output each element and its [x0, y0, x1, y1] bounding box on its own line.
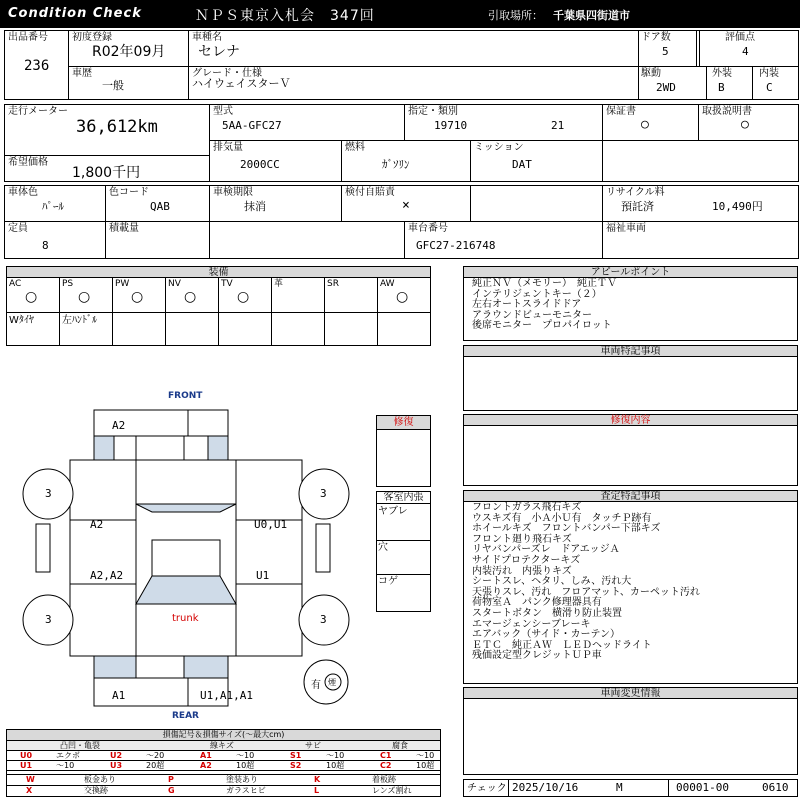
chassis-label: 車台番号	[408, 223, 448, 234]
legend-other-desc: 交換跡	[84, 786, 108, 795]
right-front-mark: U0,U1	[254, 518, 288, 531]
cabin-title: 客室内張	[377, 492, 430, 504]
car-name-value: セレナ	[198, 44, 240, 60]
pickup-place: 千葉県四街道市	[553, 9, 630, 22]
mileage-label: 走行メーター	[8, 106, 68, 117]
model-value: 5AA-GFC27	[222, 119, 282, 132]
manual-value: ○	[741, 117, 749, 132]
legend-other-desc: 塗装あり	[226, 775, 258, 784]
equipment-mark-pw: ○	[131, 289, 144, 305]
equipment-wtire: Wﾀｲﾔ	[9, 315, 34, 326]
legend-code-desc: 20超	[146, 761, 165, 770]
note-line: フロント廻り飛石キズ	[472, 533, 572, 545]
capacity-label: 定員	[8, 223, 28, 234]
chassis-value: GFC27-216748	[416, 239, 496, 252]
front-bumper-mark: A2	[112, 419, 126, 432]
legend-code-desc: 〜10	[326, 751, 345, 760]
note-line: ＥＴＣ 純正ＡＷ ＬＥＤヘッドライト	[472, 639, 652, 651]
legend-other-desc: 着板跡	[372, 775, 396, 784]
legend-other-code: L	[314, 786, 320, 795]
history-value: 一般	[102, 79, 124, 92]
rear-right-mark: U1,A1,A1	[200, 689, 253, 702]
doors-value: 5	[662, 45, 669, 58]
cabin-burn: コゲ	[378, 576, 398, 587]
tire-front-right: 3	[320, 487, 327, 500]
recycle-status: 預託済	[621, 200, 654, 213]
equipment-mark-nv: ○	[184, 289, 197, 305]
legend-code-desc: エクボ	[56, 751, 80, 760]
cabin-hole: 穴	[378, 542, 388, 553]
interior-label: 内装	[759, 68, 779, 79]
auction-title: ＮＰＳ東京入札会 347回	[195, 8, 375, 24]
note-line: フロントガラス飛石キズ	[472, 502, 582, 513]
legend-other-code: P	[168, 775, 174, 784]
doors-label: ドア数	[641, 32, 671, 43]
note-line: エアバック（サイド・カーテン）	[472, 629, 620, 641]
legend-code: A2	[200, 761, 212, 770]
color-label: 車体色	[8, 187, 38, 198]
equipment-item-sr: SR	[327, 279, 339, 289]
changes-section	[463, 687, 798, 775]
legend-code: U2	[110, 751, 123, 760]
note-line: サイドプロテクターキズ	[472, 554, 581, 566]
condition-check-title: Condition Check	[8, 6, 142, 21]
warranty-value: ○	[641, 117, 649, 132]
designation-label: 指定・類別	[408, 106, 458, 117]
pickup-label: 引取場所：	[488, 9, 543, 22]
inspection-label: 車検期限	[213, 187, 253, 198]
inspection-notes-list	[472, 503, 700, 662]
first-reg-value: R02年09月	[92, 44, 166, 60]
left-front-mark: A2	[90, 518, 104, 531]
category-value: 21	[551, 119, 565, 132]
legend-code-desc: 〜20	[146, 751, 165, 760]
note-line: 天張りスレ、汚れ フロアマット、カーペット汚れ	[472, 586, 700, 598]
appeal-line: 純正ＮＶ（メモリー） 純正ＴＶ	[472, 278, 617, 289]
legend-code: C1	[380, 751, 392, 760]
appeal-line: 左右オートスライドドア	[472, 299, 582, 311]
tire-front-left: 3	[45, 487, 52, 500]
appeal-line: アラウンドビューモニター	[472, 309, 592, 321]
legend-other-code: G	[168, 786, 175, 795]
equipment-item-ac: AC	[9, 279, 22, 289]
note-line: シートスレ、ヘタリ、しみ、汚れ大	[472, 576, 632, 588]
legend-code-desc: 〜10	[56, 761, 75, 770]
check-date: 2025/10/16	[512, 781, 579, 794]
note-line: 内装汚れ 内張りキズ	[472, 565, 572, 577]
left-rear-mark: A2,A2	[90, 569, 124, 582]
footer-number: 0610	[762, 781, 789, 794]
welfare-label: 福祉車両	[606, 223, 646, 234]
equipment-mark-tv: ○	[237, 289, 250, 305]
capacity-value: 8	[42, 239, 49, 252]
note-line: エマージェンシーブレーキ	[472, 618, 591, 630]
recycle-label: リサイクル料	[606, 187, 665, 198]
equipment-mark-ps: ○	[78, 289, 91, 305]
legend-code: U3	[110, 761, 123, 770]
appeal-line: 後席モニター プロパイロット	[472, 320, 612, 332]
fuel-value: ｶﾞｿﾘﾝ	[382, 158, 410, 171]
tire-rear-left: 3	[45, 613, 52, 626]
score-label: 評価点	[725, 32, 755, 43]
trunk-label: trunk	[172, 613, 199, 624]
history-label: 車歴	[72, 68, 92, 79]
designation-value: 19710	[434, 119, 468, 132]
legend-group-corrosion: 腐食	[392, 741, 408, 750]
grade-value: ハイウェイスターＶ	[192, 77, 291, 90]
legend-code: U1	[20, 761, 33, 770]
equipment-title: 装備	[7, 267, 430, 278]
liability-value: ×	[402, 198, 410, 213]
color-code-value: QAB	[150, 200, 170, 213]
check-label: チェック	[467, 783, 507, 794]
price-label: 希望価格	[8, 157, 48, 168]
legend-code-desc: 10超	[236, 761, 255, 770]
legend-code: A1	[200, 751, 212, 760]
legend-group-scratch: 線キズ	[210, 741, 234, 750]
legend-code-desc: 〜10	[416, 751, 435, 760]
special-title: 車両特記事項	[464, 346, 797, 357]
exterior-label: 外装	[712, 68, 732, 79]
legend-other-code: X	[26, 786, 33, 795]
legend-title: 損傷記号＆損傷サイズ(〜最大cm)	[7, 730, 440, 740]
equipment-item-革: 革	[274, 279, 284, 289]
displacement-value: 2000CC	[240, 158, 280, 171]
front-label: FRONT	[168, 391, 203, 401]
manual-label: 取扱説明書	[702, 106, 752, 117]
model-label: 型式	[213, 106, 233, 117]
mission-label: ミッション	[474, 142, 524, 153]
checker-initial: M	[616, 781, 623, 794]
lot-label: 出品番号	[8, 32, 48, 43]
equipment-item-ps: PS	[62, 279, 74, 289]
exterior-value: B	[718, 81, 725, 94]
legend-other-code: W	[26, 775, 35, 784]
note-line: 荷物室Ａ パンク修理器具有	[472, 597, 602, 609]
legend-other-code: K	[314, 775, 321, 784]
inspection-notes-title: 査定特記事項	[464, 491, 797, 502]
legend-other-desc: 板金あり	[84, 775, 116, 784]
note-line: スタートボタン 横滑り防止装置	[472, 607, 622, 619]
legend-code-desc: 10超	[416, 761, 435, 770]
recycle-fee: 10,490円	[712, 200, 763, 213]
smoke-mark: 煙	[328, 678, 336, 687]
equipment-left-handle: 左ﾊﾝﾄﾞﾙ	[62, 315, 97, 326]
legend-code: S1	[290, 751, 302, 760]
legend-group-rust: サビ	[305, 741, 321, 750]
repair-title: 修復	[377, 416, 430, 430]
tire-rear-right: 3	[320, 613, 327, 626]
car-name-label: 車種名	[192, 32, 222, 43]
interior-value: C	[766, 81, 773, 94]
equipment-item-nv: NV	[168, 279, 181, 289]
warranty-label: 保証書	[606, 106, 636, 117]
legend-other-desc: ガラスヒビ	[226, 786, 266, 795]
note-line: 残価設定型クレジットＵＰ車	[472, 650, 602, 662]
rear-label: REAR	[172, 711, 199, 721]
fuel-label: 燃料	[345, 142, 365, 153]
score-value: 4	[742, 45, 749, 58]
grade-label: グレード・仕様	[192, 68, 262, 79]
equipment-mark-aw: ○	[396, 289, 409, 305]
liability-label: 検付自賠責	[345, 187, 395, 198]
appeal-line: インテリジェントキー（２）	[472, 288, 602, 300]
price-value: 1,800千円	[72, 165, 141, 181]
lot-value: 236	[24, 58, 50, 74]
cabin-tear: ヤブレ	[378, 506, 408, 517]
color-value: ﾊﾟｰﾙ	[42, 200, 64, 213]
note-line: ウスキズ有 小Ａ小Ｕ有 タッチＰ跡有	[472, 512, 652, 524]
legend-code-desc: 10超	[326, 761, 345, 770]
first-reg-label: 初度登録	[72, 32, 112, 43]
legend-group-dent: 凸凹・亀裂	[60, 741, 100, 750]
note-line: リヤバンパーズレ ドアエッジＡ	[472, 544, 620, 556]
legend-code: S2	[290, 761, 302, 770]
mileage-value: 36,612km	[76, 117, 158, 137]
equipment-item-tv: TV	[221, 279, 233, 289]
equipment-item-pw: PW	[115, 279, 130, 289]
right-rear-mark: U1	[256, 569, 270, 582]
equipment-mark-ac: ○	[25, 289, 38, 305]
repair-details-title: 修復内容	[464, 415, 797, 426]
drive-label: 駆動	[641, 68, 661, 79]
drive-value: 2WD	[656, 81, 676, 94]
note-line: ホイールキズ フロントバンパー下部キズ	[472, 523, 661, 535]
equipment-item-aw: AW	[380, 279, 395, 289]
appeal-list	[472, 279, 617, 332]
changes-title: 車両変更情報	[464, 688, 797, 699]
legend-other-desc: レンズ割れ	[372, 786, 412, 795]
color-code-label: 色コード	[109, 187, 149, 198]
legend-code-desc: 〜10	[236, 751, 255, 760]
inspection-value: 抹消	[244, 200, 266, 213]
appeal-title: アピールポイント	[464, 267, 797, 278]
legend-code: C2	[380, 761, 392, 770]
displacement-label: 排気量	[213, 142, 243, 153]
footer-code: 00001-00	[676, 781, 729, 794]
mission-value: DAT	[512, 158, 532, 171]
legend-code: U0	[20, 751, 33, 760]
smoke-label: 有	[311, 680, 321, 691]
load-label: 積載量	[109, 223, 139, 234]
rear-left-mark: A1	[112, 689, 126, 702]
